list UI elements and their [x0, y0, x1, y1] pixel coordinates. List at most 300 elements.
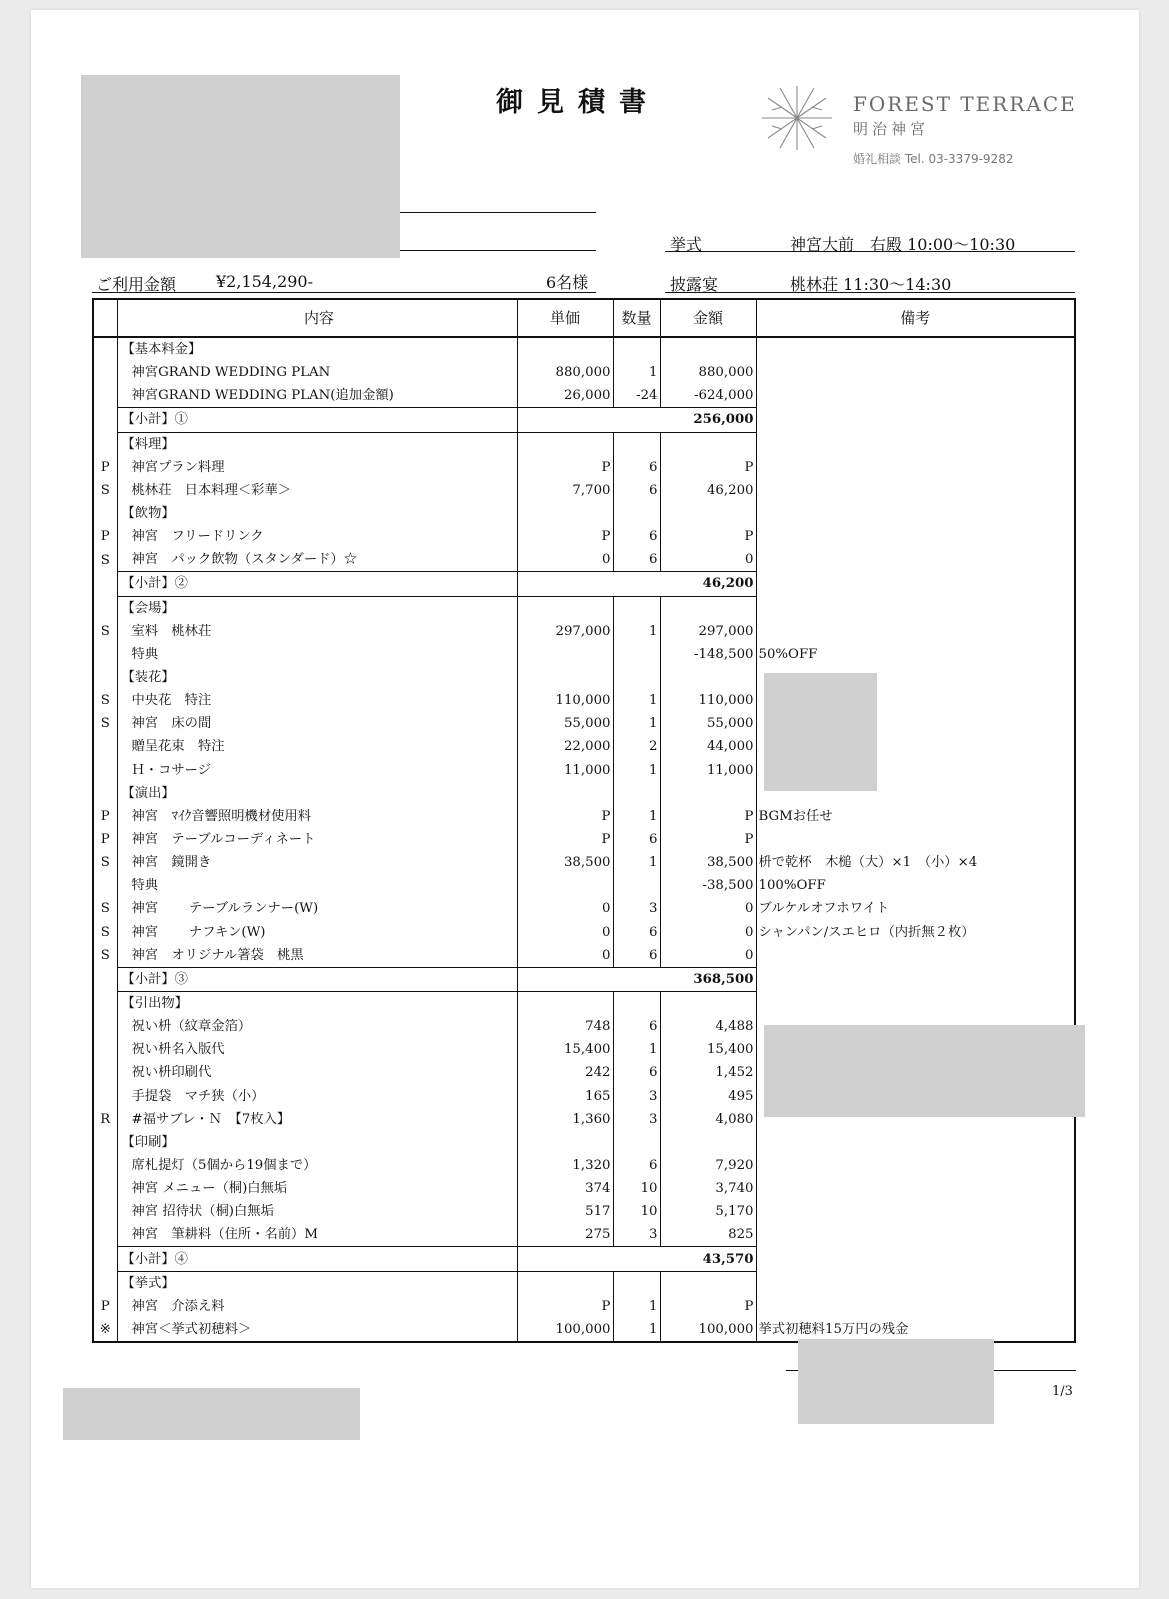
subtotal-row: [93, 572, 1075, 596]
subtotal-amount: 256,000: [660, 408, 756, 432]
row-quantity: 6: [613, 921, 660, 944]
row-mark: [93, 1131, 117, 1154]
row-unit-price: P: [517, 456, 613, 479]
row-mark: [93, 874, 117, 897]
row-mark: [93, 596, 117, 620]
row-unit-price: 242: [517, 1061, 613, 1084]
row-amount: 0: [660, 944, 756, 968]
category-label: 【基本料金】: [117, 337, 517, 361]
table-row: [93, 921, 1075, 944]
row-remark: [756, 1177, 1075, 1200]
subtotal-amount: 46,200: [660, 572, 756, 596]
row-quantity: 6: [613, 828, 660, 851]
row-remark: [756, 1131, 1075, 1154]
col-header-remarks: 備考: [756, 299, 1075, 337]
row-description: 神宮GRAND WEDDING PLAN(追加金額): [117, 384, 517, 408]
row-unit-price: 0: [517, 897, 613, 920]
row-description: 神宮 介添え料: [117, 1295, 517, 1318]
row-remark: [756, 456, 1075, 479]
row-amount: 5,170: [660, 1200, 756, 1223]
table-row: [93, 479, 1075, 502]
row-unit-price: [517, 1247, 613, 1271]
category-row: [93, 782, 1075, 805]
row-amount: [660, 782, 756, 805]
subtotal-amount: 43,570: [660, 1247, 756, 1271]
logo-name-en: FOREST TERRACE: [853, 92, 1077, 116]
row-amount: [660, 337, 756, 361]
row-amount: 11,000: [660, 759, 756, 782]
row-mark: S: [93, 620, 117, 643]
row-quantity: 1: [613, 689, 660, 712]
row-remark: [756, 572, 1075, 596]
row-quantity: [613, 1131, 660, 1154]
row-description: 中央花 特注: [117, 689, 517, 712]
row-unit-price: 38,500: [517, 851, 613, 874]
category-label: 【挙式】: [117, 1271, 517, 1295]
row-unit-price: P: [517, 1295, 613, 1318]
row-quantity: [613, 874, 660, 897]
table-row: [93, 735, 1075, 758]
row-remark: 挙式初穂料15万円の残金: [758, 1321, 909, 1337]
subtotal-row: [93, 408, 1075, 432]
row-remark: [756, 944, 1075, 968]
row-remark: [756, 548, 1075, 572]
table-row: [93, 643, 1075, 666]
row-unit-price: [517, 502, 613, 525]
row-quantity: 1: [613, 1295, 660, 1318]
row-mark: [93, 1223, 117, 1247]
category-label: 【印刷】: [117, 1131, 517, 1154]
row-remark: 50%OFF: [758, 646, 818, 662]
row-description: 祝い枡印刷代: [117, 1061, 517, 1084]
row-mark: [93, 1015, 117, 1038]
table-row: [93, 1223, 1075, 1247]
row-description: 贈呈花束 特注: [117, 735, 517, 758]
row-description: 特典: [117, 874, 517, 897]
row-quantity: 1: [613, 1038, 660, 1061]
row-mark: P: [93, 456, 117, 479]
row-description: 神宮 オリジナル箸袋 桃黒: [117, 944, 517, 968]
row-amount: [660, 1271, 756, 1295]
row-amount: 38,500: [660, 851, 756, 874]
row-unit-price: [517, 408, 613, 432]
row-unit-price: 0: [517, 921, 613, 944]
row-remark: [756, 525, 1075, 548]
row-mark: [93, 991, 117, 1015]
row-unit-price: 11,000: [517, 759, 613, 782]
row-quantity: 6: [613, 944, 660, 968]
row-remark: [756, 967, 1075, 991]
category-row: [93, 502, 1075, 525]
row-amount: [660, 596, 756, 620]
row-unit-price: [517, 874, 613, 897]
row-description: 神宮プラン料理: [117, 456, 517, 479]
row-amount: 100,000: [660, 1318, 756, 1342]
category-row: [93, 666, 1075, 689]
page-number: 1/3: [1052, 1384, 1073, 1399]
row-quantity: [613, 991, 660, 1015]
row-unit-price: [517, 1131, 613, 1154]
row-quantity: 1: [613, 805, 660, 828]
category-label: 【演出】: [117, 782, 517, 805]
row-amount: 44,000: [660, 735, 756, 758]
tree-logo-icon: [758, 80, 836, 156]
row-mark: S: [93, 897, 117, 920]
ceremony-label: 挙式: [670, 235, 703, 254]
row-remark: [756, 1271, 1075, 1295]
row-quantity: [613, 502, 660, 525]
row-mark: [93, 337, 117, 361]
row-mark: [93, 1247, 117, 1271]
reception-label: 披露宴: [670, 275, 719, 294]
table-row: [93, 851, 1075, 874]
row-unit-price: 22,000: [517, 735, 613, 758]
row-mark: S: [93, 712, 117, 735]
row-description: 神宮＜挙式初穂料＞: [117, 1318, 517, 1342]
row-mark: P: [93, 525, 117, 548]
row-mark: [93, 572, 117, 596]
row-remark: シャンパン/スエヒロ（内折無２枚）: [758, 924, 975, 940]
row-description: 桃林荘 日本料理＜彩華＞: [117, 479, 517, 502]
row-quantity: 3: [613, 897, 660, 920]
subtotal-row: [93, 1247, 1075, 1271]
row-description: #福サブレ・Ｎ 【7枚入】: [117, 1108, 517, 1131]
subtotal-amount: 368,500: [660, 967, 756, 991]
row-amount: 46,200: [660, 479, 756, 502]
row-amount: P: [660, 828, 756, 851]
row-unit-price: [517, 1271, 613, 1295]
row-description: 祝い枡（紋章金箔）: [117, 1015, 517, 1038]
table-row: [93, 712, 1075, 735]
row-remark: [756, 991, 1075, 1015]
row-description: 神宮 招待状（桐)白無垢: [117, 1200, 517, 1223]
recipient-line: [400, 212, 596, 213]
row-amount: 15,400: [660, 1038, 756, 1061]
row-mark: P: [93, 805, 117, 828]
row-unit-price: 517: [517, 1200, 613, 1223]
row-quantity: 3: [613, 1223, 660, 1247]
row-amount: 110,000: [660, 689, 756, 712]
redacted-recipient: [81, 75, 400, 258]
table-row: [93, 525, 1075, 548]
row-quantity: 1: [613, 759, 660, 782]
row-description: 神宮 鏡開き: [117, 851, 517, 874]
category-row: [93, 1271, 1075, 1295]
row-remark: [756, 408, 1075, 432]
row-mark: S: [93, 479, 117, 502]
row-quantity: 6: [613, 1015, 660, 1038]
row-remark: [756, 479, 1075, 502]
row-remark: ブルケルオフホワイト: [758, 901, 890, 917]
row-unit-price: [517, 643, 613, 666]
table-row: [93, 944, 1075, 968]
row-quantity: [613, 408, 660, 432]
row-unit-price: 0: [517, 548, 613, 572]
table-row: [93, 384, 1075, 408]
row-description: 神宮 床の間: [117, 712, 517, 735]
row-unit-price: 374: [517, 1177, 613, 1200]
row-mark: [93, 1085, 117, 1108]
category-row: [93, 596, 1075, 620]
row-quantity: 6: [613, 1154, 660, 1177]
category-label: 【料理】: [117, 432, 517, 456]
row-quantity: [613, 643, 660, 666]
row-quantity: [613, 666, 660, 689]
row-amount: P: [660, 456, 756, 479]
document-title: 御見積書: [496, 87, 660, 118]
row-mark: S: [93, 689, 117, 712]
row-amount: 297,000: [660, 620, 756, 643]
row-mark: [93, 1061, 117, 1084]
ceremony-value: 神宮大前 右殿 10:00〜10:30: [790, 235, 1016, 254]
row-amount: -38,500: [660, 874, 756, 897]
subtotal-label: 【小計】②: [117, 572, 517, 596]
row-mark: [93, 384, 117, 408]
row-description: Ｈ・コサージ: [117, 759, 517, 782]
table-header-row: [93, 299, 1075, 337]
row-remark: [756, 1200, 1075, 1223]
row-mark: S: [93, 851, 117, 874]
row-mark: [93, 408, 117, 432]
row-mark: [93, 666, 117, 689]
row-amount: [660, 666, 756, 689]
subtotal-label: 【小計】④: [117, 1247, 517, 1271]
row-unit-price: [517, 967, 613, 991]
row-description: 神宮 テーブルランナー(W): [117, 897, 517, 920]
row-unit-price: 880,000: [517, 361, 613, 384]
row-quantity: [613, 967, 660, 991]
row-amount: P: [660, 1295, 756, 1318]
row-amount: 4,080: [660, 1108, 756, 1131]
row-remark: 枡で乾杯 木槌（大）×1 （小）×4: [758, 855, 978, 871]
table-row: [93, 620, 1075, 643]
row-amount: P: [660, 805, 756, 828]
table-row: [93, 548, 1075, 572]
row-mark: [93, 432, 117, 456]
table-row: [93, 1295, 1075, 1318]
col-header-amount: 金額: [660, 299, 756, 337]
row-quantity: 1: [613, 851, 660, 874]
row-mark: S: [93, 944, 117, 968]
row-unit-price: [517, 666, 613, 689]
row-amount: [660, 1131, 756, 1154]
row-remark: [756, 1154, 1075, 1177]
row-remark: [756, 1295, 1075, 1318]
row-description: 神宮 パック飲物（スタンダード）☆: [117, 548, 517, 572]
row-description: 室料 桃林荘: [117, 620, 517, 643]
table-row: [93, 897, 1075, 920]
row-amount: 4,488: [660, 1015, 756, 1038]
row-quantity: 6: [613, 1061, 660, 1084]
row-mark: [93, 1038, 117, 1061]
table-row: [93, 828, 1075, 851]
table-row: [93, 874, 1075, 897]
row-quantity: 6: [613, 479, 660, 502]
row-quantity: 1: [613, 712, 660, 735]
row-amount: 495: [660, 1085, 756, 1108]
reception-underline: [665, 292, 1075, 293]
row-mark: [93, 643, 117, 666]
row-unit-price: [517, 337, 613, 361]
row-unit-price: P: [517, 525, 613, 548]
row-mark: [93, 1177, 117, 1200]
row-quantity: [613, 1247, 660, 1271]
row-quantity: 1: [613, 1318, 660, 1342]
row-description: 神宮 メニュー（桐)白無垢: [117, 1177, 517, 1200]
row-quantity: 3: [613, 1108, 660, 1131]
row-quantity: 6: [613, 456, 660, 479]
row-quantity: 3: [613, 1085, 660, 1108]
row-description: 神宮 テーブルコーディネート: [117, 828, 517, 851]
row-remark: [756, 620, 1075, 643]
row-quantity: [613, 572, 660, 596]
row-amount: 1,452: [660, 1061, 756, 1084]
row-quantity: 1: [613, 620, 660, 643]
row-description: 神宮 フリードリンク: [117, 525, 517, 548]
subtotal-label: 【小計】①: [117, 408, 517, 432]
row-unit-price: [517, 991, 613, 1015]
row-amount: 3,740: [660, 1177, 756, 1200]
row-description: 席札提灯（5個から19個まで）: [117, 1154, 517, 1177]
row-quantity: [613, 432, 660, 456]
row-amount: 55,000: [660, 712, 756, 735]
table-row: [93, 1177, 1075, 1200]
subtotal-label: 【小計】③: [117, 967, 517, 991]
row-unit-price: 297,000: [517, 620, 613, 643]
row-mark: [93, 1154, 117, 1177]
row-description: 神宮 筆耕料（住所・名前）M: [117, 1223, 517, 1247]
row-quantity: 10: [613, 1177, 660, 1200]
row-unit-price: 1,320: [517, 1154, 613, 1177]
ceremony-underline: [665, 251, 1075, 252]
row-mark: S: [93, 921, 117, 944]
row-unit-price: 275: [517, 1223, 613, 1247]
category-label: 【装花】: [117, 666, 517, 689]
reception-value: 桃林荘 11:30〜14:30: [790, 275, 952, 294]
row-mark: P: [93, 828, 117, 851]
redacted-footer-stamp: [798, 1339, 994, 1424]
row-unit-price: 0: [517, 944, 613, 968]
row-quantity: 6: [613, 548, 660, 572]
col-header-quantity: 数量: [613, 299, 660, 337]
row-remark: [756, 502, 1075, 525]
row-unit-price: [517, 782, 613, 805]
table-row: [93, 361, 1075, 384]
recipient-line: [400, 250, 596, 251]
row-mark: [93, 502, 117, 525]
row-mark: [93, 735, 117, 758]
row-amount: 7,920: [660, 1154, 756, 1177]
row-unit-price: 748: [517, 1015, 613, 1038]
row-mark: [93, 361, 117, 384]
row-amount: 825: [660, 1223, 756, 1247]
row-unit-price: P: [517, 828, 613, 851]
row-mark: [93, 967, 117, 991]
row-description: 特典: [117, 643, 517, 666]
row-mark: [93, 1200, 117, 1223]
total-label: ご利用金額: [96, 275, 177, 294]
row-description: 手提袋 マチ狭（小）: [117, 1085, 517, 1108]
row-amount: 0: [660, 921, 756, 944]
row-amount: [660, 991, 756, 1015]
row-unit-price: 1,360: [517, 1108, 613, 1131]
row-mark: R: [93, 1108, 117, 1131]
row-mark: [93, 759, 117, 782]
row-mark: [93, 1271, 117, 1295]
row-remark: [756, 1247, 1075, 1271]
row-remark: [756, 1223, 1075, 1247]
row-quantity: 1: [613, 361, 660, 384]
table-row: [93, 456, 1075, 479]
row-amount: 880,000: [660, 361, 756, 384]
row-remark: 100%OFF: [758, 878, 826, 894]
row-unit-price: 55,000: [517, 712, 613, 735]
total-underline: [92, 292, 596, 293]
row-remark: [756, 828, 1075, 851]
col-header-mark: [93, 299, 117, 337]
row-unit-price: 100,000: [517, 1318, 613, 1342]
row-mark: ※: [93, 1318, 117, 1342]
redacted-remark: [764, 1025, 1085, 1117]
row-remark: BGMお任せ: [758, 808, 833, 824]
row-quantity: [613, 1271, 660, 1295]
estimate-table: [92, 298, 1076, 1343]
table-row: [93, 1154, 1075, 1177]
row-amount: 0: [660, 548, 756, 572]
subtotal-row: [93, 967, 1075, 991]
col-header-unit-price: 単価: [517, 299, 613, 337]
category-row: [93, 991, 1075, 1015]
row-remark: [756, 384, 1075, 408]
row-quantity: 2: [613, 735, 660, 758]
category-label: 【飲物】: [117, 502, 517, 525]
row-description: 神宮GRAND WEDDING PLAN: [117, 361, 517, 384]
category-label: 【引出物】: [117, 991, 517, 1015]
row-mark: P: [93, 1295, 117, 1318]
logo-contact: 婚礼相談 Tel. 03-3379-9282: [853, 152, 1014, 166]
row-unit-price: P: [517, 805, 613, 828]
guest-count: 6名様: [546, 273, 589, 292]
row-amount: [660, 502, 756, 525]
row-mark: [93, 782, 117, 805]
row-unit-price: 165: [517, 1085, 613, 1108]
row-description: 祝い枡名入版代: [117, 1038, 517, 1061]
table-row: [93, 759, 1075, 782]
table-row: [93, 805, 1075, 828]
row-quantity: [613, 337, 660, 361]
row-quantity: [613, 782, 660, 805]
category-label: 【会場】: [117, 596, 517, 620]
row-unit-price: 15,400: [517, 1038, 613, 1061]
category-row: [93, 337, 1075, 361]
row-unit-price: [517, 572, 613, 596]
row-unit-price: [517, 432, 613, 456]
row-quantity: 6: [613, 525, 660, 548]
total-value: ¥2,154,290-: [216, 272, 314, 291]
row-unit-price: 110,000: [517, 689, 613, 712]
category-row: [93, 1131, 1075, 1154]
row-unit-price: 26,000: [517, 384, 613, 408]
table-row: [93, 1200, 1075, 1223]
row-remark: [756, 337, 1075, 361]
row-amount: P: [660, 525, 756, 548]
row-amount: 0: [660, 897, 756, 920]
row-unit-price: [517, 596, 613, 620]
row-amount: -148,500: [660, 643, 756, 666]
table-row: [93, 689, 1075, 712]
category-row: [93, 432, 1075, 456]
row-description: 神宮 ﾏｲｸ音響照明機材使用料: [117, 805, 517, 828]
